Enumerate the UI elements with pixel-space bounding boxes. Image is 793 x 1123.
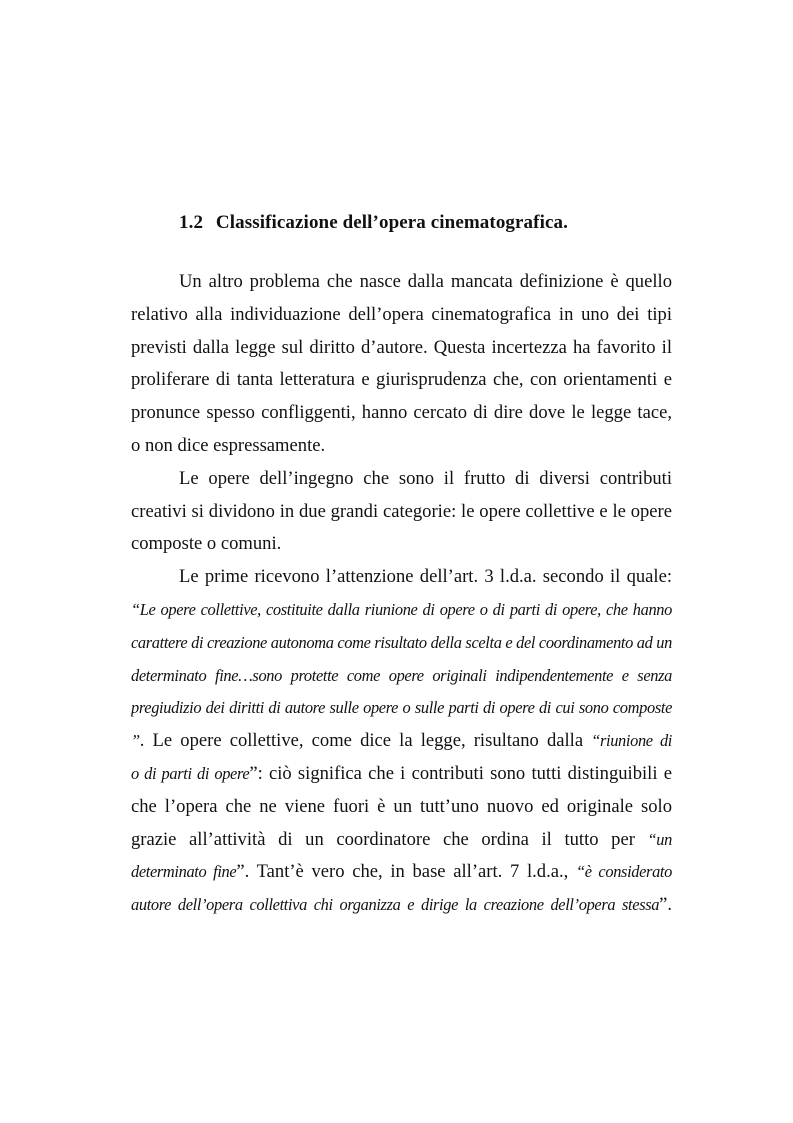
text-line: relativo alla individuazione dell’opera cinematografica in uno dei tipi bbox=[131, 303, 672, 325]
section-heading bbox=[179, 212, 568, 234]
text-line: Le opere dell’ingegno che sono il frutto di diversi contributi bbox=[179, 467, 672, 489]
quote-line: determinato fine…sono protette come opere originali indipendentemente e senza bbox=[131, 665, 672, 685]
text-line: proliferare di tanta letteratura e giurisprudenza che, con orientamenti e bbox=[131, 369, 672, 391]
text-line: determinato fine”. Tant’è vero che, in base all’art. 7 l.d.a., “è considerato bbox=[131, 861, 672, 883]
quote-line: carattere di creazione autonoma come risultato della scelta e del coordinamento ad un bbox=[131, 632, 672, 652]
text-line: Un altro problema che nasce dalla mancata definizione è quello bbox=[179, 271, 672, 292]
text-line: che l’opera che ne viene fuori è un tutt’uno nuovo ed originale solo bbox=[131, 795, 672, 817]
section-number: 1.2 bbox=[179, 212, 204, 233]
text-line: previsti dalla legge sul diritto d’autore. Questa incertezza ha favorito il bbox=[131, 336, 672, 358]
text-line: o di parti di opere”: ciò significa che i contributi sono tutti distinguibili e bbox=[131, 762, 672, 784]
text-line: pronunce spesso confliggenti, hanno cercato di dire dove le legge tace, bbox=[131, 402, 672, 424]
body-text bbox=[131, 266, 672, 922]
text-line: composte o comuni. bbox=[131, 533, 282, 555]
quote-line: “Le opere collettive, costituite dalla riunione di opere o di parti di opere, che hanno bbox=[131, 599, 672, 619]
quote-line: pregiudizio dei diritti di autore sulle opere o sulle parti di opere di cui sono composte bbox=[131, 698, 672, 718]
section-title: Classificazione dell’opera cinematografica. bbox=[215, 212, 568, 233]
text-line: creativi si dividono in due grandi categorie: le opere collettive e le opere bbox=[131, 500, 672, 522]
text-line: autore dell’opera collettiva chi organizza e dirige la creazione dell’opera stessa”. bbox=[131, 894, 672, 916]
text-line: ”. Le opere collettive, come dice la legge, risultano dalla “riunione di bbox=[131, 730, 672, 752]
text-line: o non dice espressamente. bbox=[131, 434, 326, 456]
text-line: grazie all’attività di un coordinatore che ordina il tutto per “un bbox=[131, 828, 672, 850]
text-line: Le prime ricevono l’attenzione dell’art. 3 l.d.a. secondo il quale: bbox=[179, 566, 672, 588]
